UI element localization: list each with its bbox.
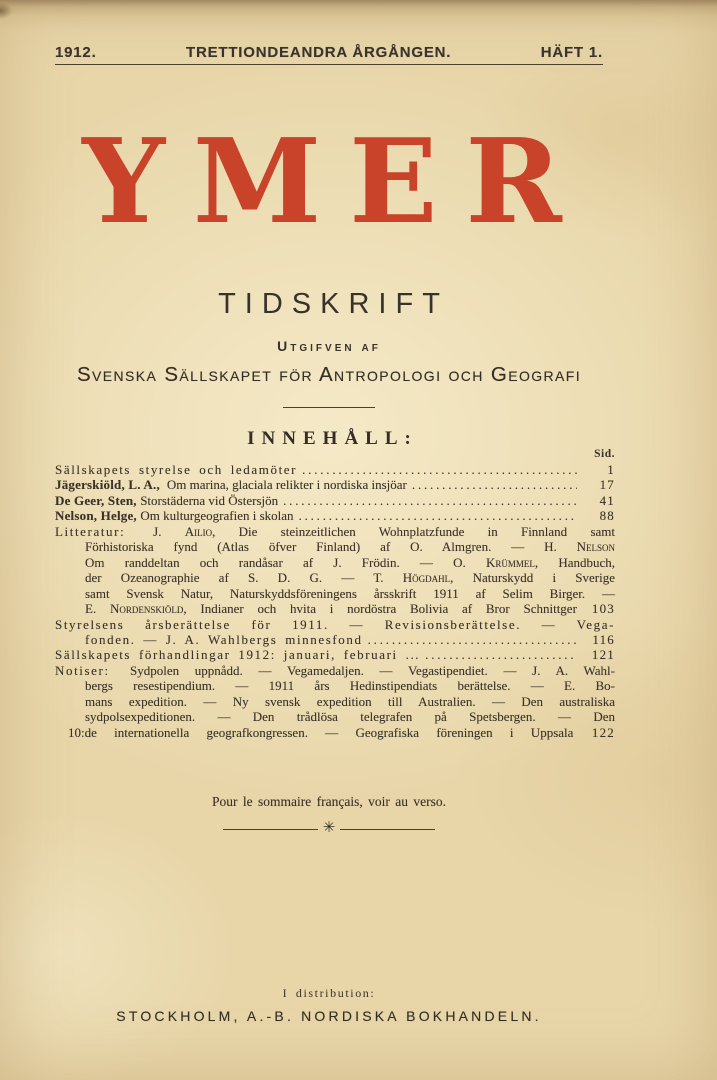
toc-entry-text: samt Svensk Natur, Naturskyddsföreningens årsskrift 1911 af Selim Birger. — (85, 585, 615, 601)
toc-line (55, 462, 615, 477)
toc-line (55, 508, 615, 523)
toc-line (55, 678, 615, 693)
toc-entry-lead: Litteratur: (55, 523, 154, 539)
toc-entry-text: fonden. — J. A. Wahlbergs minnesfond (85, 631, 363, 647)
french-summary-note: Pour le sommaire français, voir au verso. (212, 794, 446, 809)
asterisk-ornament-icon: ✳ (322, 820, 336, 836)
toc-line (55, 663, 615, 678)
toc-dot-leader (283, 493, 577, 508)
toc-line (55, 617, 615, 632)
toc-line (55, 539, 615, 554)
journal-subtitle: TIDSKRIFT (218, 288, 449, 320)
toc-entry-text: bergs resestipendium. — 1911 års Hedinstipendiats berättelse. — E. Bo- (85, 678, 615, 694)
distribution-label: I distribution: (282, 986, 376, 1000)
toc-line (55, 524, 615, 539)
society-name: Svenska Sällskapet för Antropologi och Geografi (76, 363, 582, 386)
toc-entry-lead: Notiser: (55, 662, 130, 678)
toc-entry-text: mans expedition. — Ny svensk expedition till Australien. — Den australiska (85, 693, 615, 709)
toc-line (55, 647, 615, 662)
toc-entry-text: der Ozeanographie af S. D. G. — T. Högdahl, Naturskydd i Sverige (85, 570, 616, 586)
toc-entry-lead: Jägerskiöld, L. A., (55, 477, 167, 493)
toc-line (55, 493, 615, 508)
toc-entry-text: Sällskapets styrelse och ledamöter (55, 462, 298, 477)
toc-entry-lead: Nelson, Helge, (55, 508, 141, 524)
page-header (55, 44, 603, 61)
header-issue: HÄFT 1. (540, 44, 603, 61)
toc-entry-text: sydpolsexpeditionen. — Den trådlösa telegrafen på Spetsbergen. — Den (85, 709, 615, 725)
toc-entry-text: J. Ailio, Die steinzeitlichen Wohnplatzfunde in Finnland samt (153, 523, 615, 539)
distributor-name: STOCKHOLM, A.-B. NORDISKA BOKHANDELN. (116, 1008, 542, 1024)
toc-line (55, 570, 615, 585)
toc-dot-leader (412, 477, 577, 492)
toc-entry-text: Sydpolen uppnådd. — Vegamedaljen. — Vegastipendiet. — J. A. Wahl- (129, 662, 615, 678)
toc-page-number: 1 (607, 462, 615, 477)
toc-entry-text: Sällskapets förhandlingar 1912: januari, februari ... (55, 647, 421, 663)
toc-line (55, 709, 615, 724)
society-rule (55, 407, 603, 408)
ornament-divider (223, 822, 435, 837)
toc-line (55, 632, 615, 647)
toc-page-number: 116 (592, 631, 615, 647)
toc-page-number: 17 (599, 477, 615, 493)
divider-line-right (340, 829, 435, 831)
toc-entry-lead: De Geer, Sten, (55, 492, 141, 508)
toc-line (55, 555, 615, 570)
toc-entry-text: Om randdeltan och randåsar af J. Frödin. — O. Krümmel, Handbuch, (85, 554, 615, 570)
toc-line (55, 586, 615, 601)
table-of-contents (55, 462, 615, 740)
toc-line (55, 725, 615, 740)
contents-heading: INNEHÅLL: (247, 428, 418, 449)
toc-entry-text: 10:de internationella geografkongressen. — Geografiska föreningen i Uppsala (68, 724, 574, 740)
toc-entry-text: E. Nordenskiöld, Indianer och hvita i nordöstra Bolivia af Bror Schnittger (85, 601, 577, 617)
toc-page-number: 103 (576, 601, 615, 617)
journal-title: YMER (82, 114, 590, 250)
toc-line (55, 601, 615, 616)
header-rule (55, 64, 603, 65)
toc-page-number: 41 (599, 492, 615, 508)
toc-page-number: 122 (573, 724, 615, 740)
toc-dot-leader (368, 632, 577, 647)
toc-dot-leader (302, 462, 577, 477)
toc-line (55, 694, 615, 709)
divider-line-left (223, 829, 318, 831)
toc-entry-text: Styrelsens årsberättelse för 1911. — Revisionsberättelse. — Vega- (55, 616, 615, 632)
page-column-label: Sid. (594, 448, 615, 460)
header-volume: TRETTIONDEANDRA ÅRGÅNGEN. (185, 44, 452, 61)
published-by-label: Utgifven af (277, 338, 381, 354)
toc-dot-leader (299, 508, 577, 523)
toc-entry-text: Förhistoriska fynd (Atlas öfver Finland) af O. Almgren. — H. Nelson (85, 539, 615, 555)
toc-dot-leader (425, 647, 577, 662)
toc-line (55, 477, 615, 492)
toc-page-number: 121 (591, 647, 615, 663)
toc-entry-text: Om kulturgeografien i skolan (140, 508, 294, 524)
toc-page-number: 88 (599, 508, 615, 524)
header-year: 1912. (55, 44, 97, 61)
toc-entry-text: Om marina, glaciala relikter i nordiska insjöar (166, 477, 407, 493)
toc-entry-text: Storstäderna vid Östersjön (140, 492, 279, 508)
